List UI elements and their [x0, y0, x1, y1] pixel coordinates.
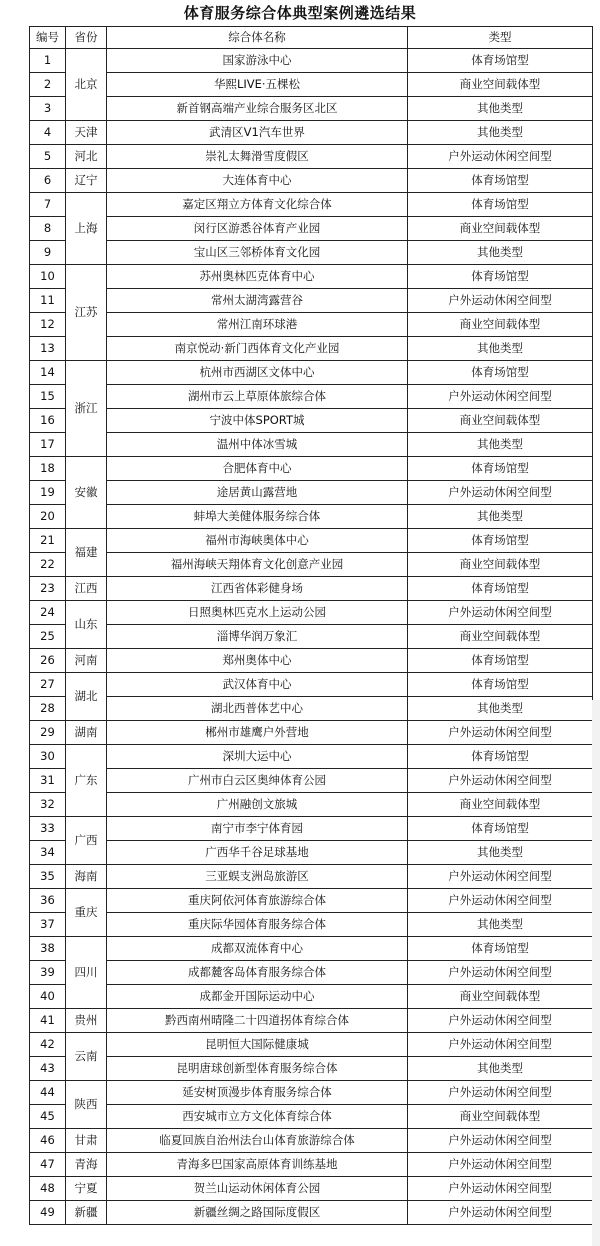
table-row	[30, 73, 593, 97]
type-cell: 户外运动休闲空间型	[408, 1081, 593, 1105]
row-number: 40	[30, 985, 66, 1009]
results-table	[29, 26, 593, 1225]
row-number: 4	[30, 121, 66, 145]
table-row	[30, 913, 593, 937]
table-row	[30, 529, 593, 553]
complex-name-cell: 宁波中体SPORT城	[107, 409, 408, 433]
complex-name-cell: 宝山区三邻桥体育文化园	[107, 241, 408, 265]
complex-name-cell: 嘉定区翔立方体育文化综合体	[107, 193, 408, 217]
province-cell: 重庆	[66, 889, 107, 937]
row-number: 46	[30, 1129, 66, 1153]
table-row	[30, 313, 593, 337]
table-row	[30, 193, 593, 217]
table-row	[30, 745, 593, 769]
row-number: 45	[30, 1105, 66, 1129]
complex-name-cell: 昆明唐球创新型体育服务综合体	[107, 1057, 408, 1081]
row-number: 27	[30, 673, 66, 697]
complex-name-cell: 新疆丝绸之路国际度假区	[107, 1201, 408, 1225]
type-cell: 商业空间载体型	[408, 313, 593, 337]
table-row	[30, 121, 593, 145]
row-number: 15	[30, 385, 66, 409]
row-number: 9	[30, 241, 66, 265]
complex-name-cell: 日照奥林匹克水上运动公园	[107, 601, 408, 625]
row-number: 32	[30, 793, 66, 817]
province-cell: 安徽	[66, 457, 107, 529]
row-number: 24	[30, 601, 66, 625]
row-number: 34	[30, 841, 66, 865]
type-cell: 其他类型	[408, 913, 593, 937]
table-row	[30, 145, 593, 169]
row-number: 20	[30, 505, 66, 529]
table-row	[30, 49, 593, 73]
complex-name-cell: 常州太湖湾露营谷	[107, 289, 408, 313]
table-row	[30, 505, 593, 529]
header-name: 综合体名称	[107, 27, 408, 49]
complex-name-cell: 成都金开国际运动中心	[107, 985, 408, 1009]
row-number: 30	[30, 745, 66, 769]
type-cell: 其他类型	[408, 1057, 593, 1081]
complex-name-cell: 郴州市雄鹰户外营地	[107, 721, 408, 745]
type-cell: 户外运动休闲空间型	[408, 1201, 593, 1225]
table-body	[30, 49, 593, 1225]
complex-name-cell: 武清区V1汽车世界	[107, 121, 408, 145]
row-number: 44	[30, 1081, 66, 1105]
row-number: 5	[30, 145, 66, 169]
complex-name-cell: 途居黄山露营地	[107, 481, 408, 505]
type-cell: 商业空间载体型	[408, 793, 593, 817]
province-cell: 浙江	[66, 361, 107, 457]
type-cell: 户外运动休闲空间型	[408, 1009, 593, 1033]
complex-name-cell: 杭州市西湖区文体中心	[107, 361, 408, 385]
table-row	[30, 841, 593, 865]
type-cell: 体育场馆型	[408, 49, 593, 73]
table-row	[30, 937, 593, 961]
province-cell: 湖南	[66, 721, 107, 745]
province-cell: 上海	[66, 193, 107, 265]
table-row	[30, 697, 593, 721]
table-row	[30, 1105, 593, 1129]
province-cell: 甘肃	[66, 1129, 107, 1153]
type-cell: 体育场馆型	[408, 649, 593, 673]
table-row	[30, 265, 593, 289]
complex-name-cell: 南宁市李宁体育园	[107, 817, 408, 841]
table-row	[30, 577, 593, 601]
row-number: 28	[30, 697, 66, 721]
row-number: 19	[30, 481, 66, 505]
row-number: 21	[30, 529, 66, 553]
type-cell: 其他类型	[408, 841, 593, 865]
type-cell: 其他类型	[408, 505, 593, 529]
table-row	[30, 169, 593, 193]
province-cell: 陕西	[66, 1081, 107, 1129]
complex-name-cell: 广州市白云区奥绅体育公园	[107, 769, 408, 793]
type-cell: 其他类型	[408, 433, 593, 457]
table-row	[30, 1177, 593, 1201]
type-cell: 其他类型	[408, 241, 593, 265]
type-cell: 体育场馆型	[408, 457, 593, 481]
complex-name-cell: 大连体育中心	[107, 169, 408, 193]
type-cell: 体育场馆型	[408, 193, 593, 217]
table-row	[30, 985, 593, 1009]
complex-name-cell: 广西华千谷足球基地	[107, 841, 408, 865]
type-cell: 体育场馆型	[408, 673, 593, 697]
table-row	[30, 97, 593, 121]
type-cell: 体育场馆型	[408, 265, 593, 289]
province-cell: 四川	[66, 937, 107, 1009]
type-cell: 户外运动休闲空间型	[408, 289, 593, 313]
table-row	[30, 217, 593, 241]
complex-name-cell: 苏州奥林匹克体育中心	[107, 265, 408, 289]
row-number: 17	[30, 433, 66, 457]
complex-name-cell: 武汉体育中心	[107, 673, 408, 697]
row-number: 47	[30, 1153, 66, 1177]
row-number: 26	[30, 649, 66, 673]
table-row	[30, 385, 593, 409]
table-row	[30, 817, 593, 841]
complex-name-cell: 温州中体冰雪城	[107, 433, 408, 457]
row-number: 35	[30, 865, 66, 889]
table-row	[30, 673, 593, 697]
table-row	[30, 625, 593, 649]
complex-name-cell: 成都双流体育中心	[107, 937, 408, 961]
type-cell: 户外运动休闲空间型	[408, 961, 593, 985]
type-cell: 户外运动休闲空间型	[408, 769, 593, 793]
type-cell: 其他类型	[408, 97, 593, 121]
row-number: 1	[30, 49, 66, 73]
complex-name-cell: 闵行区游悉谷体育产业园	[107, 217, 408, 241]
complex-name-cell: 贺兰山运动休闲体育公园	[107, 1177, 408, 1201]
row-number: 38	[30, 937, 66, 961]
province-cell: 湖北	[66, 673, 107, 721]
row-number: 39	[30, 961, 66, 985]
complex-name-cell: 国家游泳中心	[107, 49, 408, 73]
province-cell: 云南	[66, 1033, 107, 1081]
table-row	[30, 1081, 593, 1105]
type-cell: 体育场馆型	[408, 745, 593, 769]
row-number: 33	[30, 817, 66, 841]
row-number: 23	[30, 577, 66, 601]
type-cell: 体育场馆型	[408, 529, 593, 553]
row-number: 6	[30, 169, 66, 193]
complex-name-cell: 重庆阿依河体育旅游综合体	[107, 889, 408, 913]
type-cell: 体育场馆型	[408, 361, 593, 385]
province-cell: 山东	[66, 601, 107, 649]
table-row	[30, 865, 593, 889]
table-row	[30, 601, 593, 625]
row-number: 18	[30, 457, 66, 481]
row-number: 13	[30, 337, 66, 361]
table-row	[30, 361, 593, 385]
row-number: 48	[30, 1177, 66, 1201]
type-cell: 商业空间载体型	[408, 1105, 593, 1129]
complex-name-cell: 华熙LIVE·五棵松	[107, 73, 408, 97]
table-row	[30, 961, 593, 985]
header-row	[30, 27, 593, 49]
complex-name-cell: 新首钢高端产业综合服务区北区	[107, 97, 408, 121]
table-row	[30, 241, 593, 265]
table-row	[30, 1033, 593, 1057]
province-cell: 海南	[66, 865, 107, 889]
table-row	[30, 289, 593, 313]
type-cell: 商业空间载体型	[408, 553, 593, 577]
province-cell: 江苏	[66, 265, 107, 361]
type-cell: 户外运动休闲空间型	[408, 481, 593, 505]
table-row	[30, 481, 593, 505]
province-cell: 广东	[66, 745, 107, 817]
type-cell: 商业空间载体型	[408, 409, 593, 433]
province-cell: 新疆	[66, 1201, 107, 1225]
province-cell: 福建	[66, 529, 107, 577]
type-cell: 体育场馆型	[408, 169, 593, 193]
complex-name-cell: 崇礼太舞滑雪度假区	[107, 145, 408, 169]
row-number: 42	[30, 1033, 66, 1057]
complex-name-cell: 成都麓客岛体育服务综合体	[107, 961, 408, 985]
type-cell: 户外运动休闲空间型	[408, 385, 593, 409]
type-cell: 体育场馆型	[408, 577, 593, 601]
row-number: 29	[30, 721, 66, 745]
table-row	[30, 1201, 593, 1225]
row-number: 8	[30, 217, 66, 241]
province-cell: 江西	[66, 577, 107, 601]
type-cell: 其他类型	[408, 697, 593, 721]
header-province: 省份	[66, 27, 107, 49]
table-row	[30, 889, 593, 913]
province-cell: 贵州	[66, 1009, 107, 1033]
complex-name-cell: 福州市海峡奥体中心	[107, 529, 408, 553]
complex-name-cell: 重庆际华园体育服务综合体	[107, 913, 408, 937]
row-number: 14	[30, 361, 66, 385]
complex-name-cell: 延安树顶漫步体育服务综合体	[107, 1081, 408, 1105]
header-type: 类型	[408, 27, 593, 49]
complex-name-cell: 湖北西普体艺中心	[107, 697, 408, 721]
complex-name-cell: 蚌埠大美健体服务综合体	[107, 505, 408, 529]
row-number: 31	[30, 769, 66, 793]
province-cell: 广西	[66, 817, 107, 865]
type-cell: 商业空间载体型	[408, 217, 593, 241]
complex-name-cell: 淄博华润万象汇	[107, 625, 408, 649]
complex-name-cell: 深圳大运中心	[107, 745, 408, 769]
header-no: 编号	[30, 27, 66, 49]
type-cell: 户外运动休闲空间型	[408, 889, 593, 913]
province-cell: 河北	[66, 145, 107, 169]
complex-name-cell: 福州海峡天翔体育文化创意产业园	[107, 553, 408, 577]
row-number: 3	[30, 97, 66, 121]
type-cell: 户外运动休闲空间型	[408, 1129, 593, 1153]
row-number: 10	[30, 265, 66, 289]
complex-name-cell: 江西省体彩健身场	[107, 577, 408, 601]
table-row	[30, 649, 593, 673]
row-number: 37	[30, 913, 66, 937]
table-row	[30, 1057, 593, 1081]
province-cell: 河南	[66, 649, 107, 673]
table-row	[30, 1153, 593, 1177]
type-cell: 户外运动休闲空间型	[408, 865, 593, 889]
table-row	[30, 1129, 593, 1153]
complex-name-cell: 三亚蜈支洲岛旅游区	[107, 865, 408, 889]
type-cell: 户外运动休闲空间型	[408, 721, 593, 745]
complex-name-cell: 湖州市云上草原体旅综合体	[107, 385, 408, 409]
complex-name-cell: 郑州奥体中心	[107, 649, 408, 673]
complex-name-cell: 西安城市立方文化体育综合体	[107, 1105, 408, 1129]
province-cell: 青海	[66, 1153, 107, 1177]
row-number: 2	[30, 73, 66, 97]
type-cell: 户外运动休闲空间型	[408, 1033, 593, 1057]
type-cell: 体育场馆型	[408, 937, 593, 961]
complex-name-cell: 黔西南州晴隆二十四道拐体育综合体	[107, 1009, 408, 1033]
type-cell: 户外运动休闲空间型	[408, 145, 593, 169]
row-number: 36	[30, 889, 66, 913]
complex-name-cell: 南京悦动·新门西体育文化产业园	[107, 337, 408, 361]
row-number: 43	[30, 1057, 66, 1081]
complex-name-cell: 广州融创文旅城	[107, 793, 408, 817]
document-title: 体育服务综合体典型案例遴选结果	[183, 4, 417, 22]
type-cell: 户外运动休闲空间型	[408, 1153, 593, 1177]
province-cell: 辽宁	[66, 169, 107, 193]
table-row	[30, 769, 593, 793]
table-row	[30, 433, 593, 457]
table-row	[30, 793, 593, 817]
type-cell: 其他类型	[408, 121, 593, 145]
page-edge-shadow	[592, 700, 600, 1246]
type-cell: 商业空间载体型	[408, 73, 593, 97]
type-cell: 体育场馆型	[408, 817, 593, 841]
row-number: 11	[30, 289, 66, 313]
province-cell: 天津	[66, 121, 107, 145]
complex-name-cell: 常州江南环球港	[107, 313, 408, 337]
type-cell: 户外运动休闲空间型	[408, 601, 593, 625]
table-row	[30, 553, 593, 577]
complex-name-cell: 青海多巴国家高原体育训练基地	[107, 1153, 408, 1177]
type-cell: 商业空间载体型	[408, 985, 593, 1009]
complex-name-cell: 昆明恒大国际健康城	[107, 1033, 408, 1057]
table-row	[30, 721, 593, 745]
row-number: 41	[30, 1009, 66, 1033]
province-cell: 宁夏	[66, 1177, 107, 1201]
type-cell: 户外运动休闲空间型	[408, 1177, 593, 1201]
table-row	[30, 409, 593, 433]
type-cell: 其他类型	[408, 337, 593, 361]
complex-name-cell: 合肥体育中心	[107, 457, 408, 481]
row-number: 25	[30, 625, 66, 649]
table-row	[30, 1009, 593, 1033]
row-number: 7	[30, 193, 66, 217]
row-number: 49	[30, 1201, 66, 1225]
province-cell: 北京	[66, 49, 107, 121]
table-row	[30, 337, 593, 361]
table-row	[30, 457, 593, 481]
complex-name-cell: 临夏回族自治州法台山体育旅游综合体	[107, 1129, 408, 1153]
row-number: 16	[30, 409, 66, 433]
row-number: 22	[30, 553, 66, 577]
row-number: 12	[30, 313, 66, 337]
type-cell: 商业空间载体型	[408, 625, 593, 649]
